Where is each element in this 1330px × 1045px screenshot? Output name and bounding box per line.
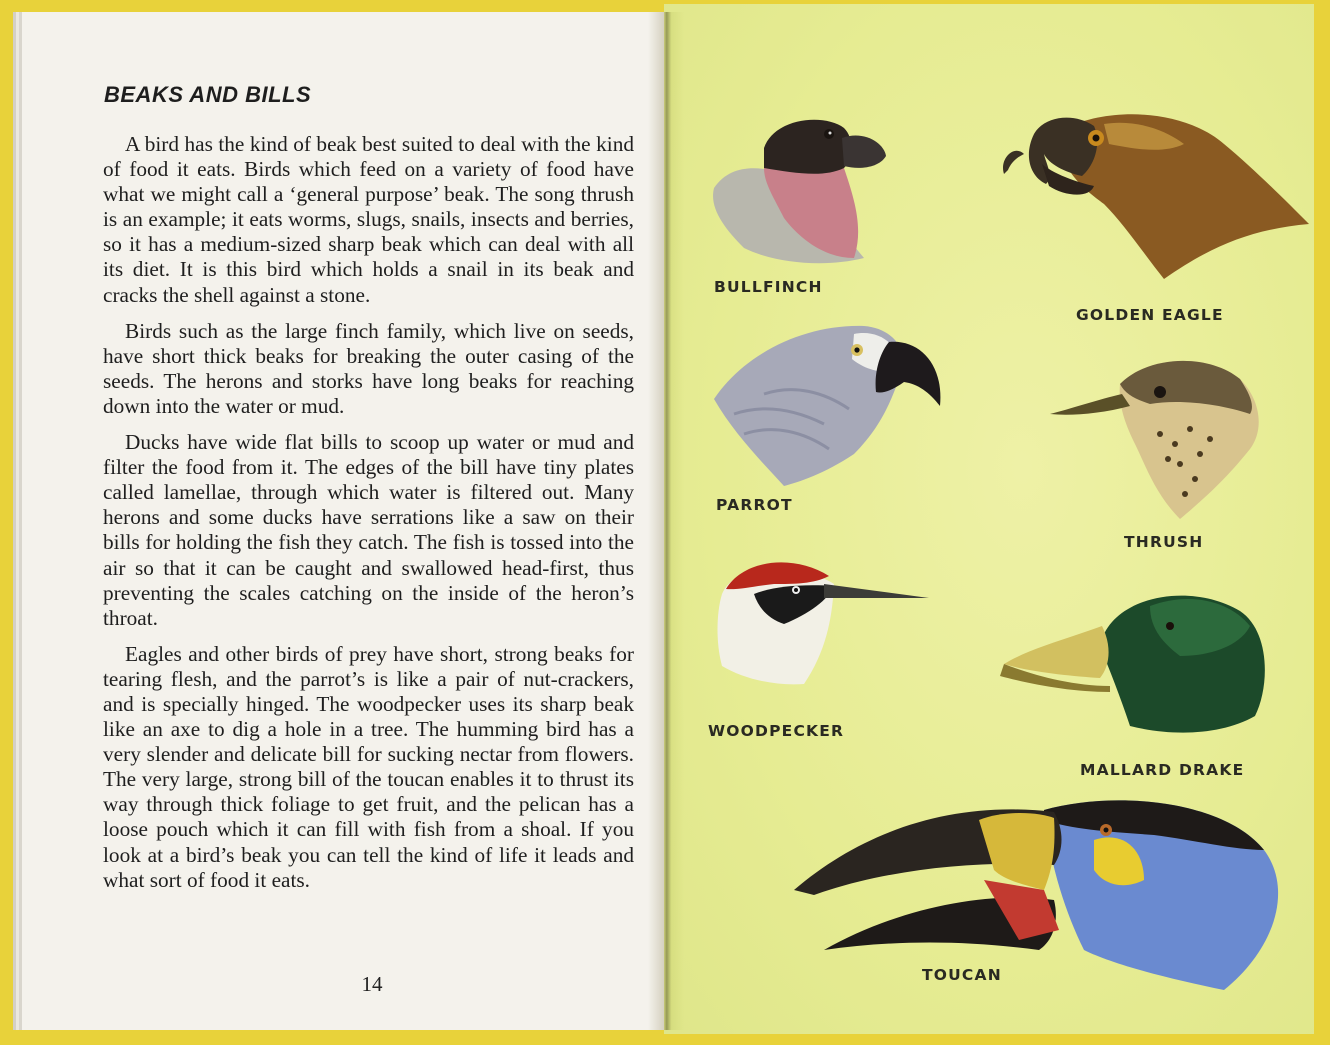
woodpecker-illustration [714,554,934,689]
bird-label-golden-eagle: GOLDEN EAGLE [1076,306,1224,324]
body-text [103,132,634,904]
bullfinch-illustration [704,108,894,268]
left-page [22,12,670,1030]
paragraph: Birds such as the large finch family, which live on seeds, have short thick beaks for breaking the outer casing of the seeds. The herons and storks have long beaks for reaching down into the water or mud. [103,318,634,418]
paragraph: Eagles and other birds of prey have short, strong beaks for tearing flesh, and the parrot’s is like a pair of nut-crackers, and is specially hinged. The woodpecker uses its sharp beak like an axe to dig a hole in a tree. The humming bird has a very slender and delicate bill for sucking nectar from flowers. The very large, strong bill of the toucan enables it to thrust its way through thick foliage to get fruit, and the pelican has a loose pouch which it can fill with fish from a shoal. If you look at a bird’s beak you can tell the kind of life it leads and what sort of food it eats. [103,641,634,892]
page-number: 14 [361,972,383,996]
thrush-illustration [1050,354,1270,524]
toucan-illustration [794,790,1294,1000]
right-page-illustration-plate [664,4,1314,1034]
page-heading: BEAKS AND BILLS [104,82,312,107]
bird-label-thrush: THRUSH [1124,533,1204,551]
bird-label-bullfinch: BULLFINCH [714,278,823,296]
paragraph: Ducks have wide flat bills to scoop up water or mud and filter the food from it. The edges of the bill have tiny plates called lamellae, through which water is filtered out. Many herons and some ducks have serrations like a saw on their bills for holding the fish they catch. The fish is tossed into the air so that it can be caught and swallowed head-first, thus preventing the scales catching on the inside of the heron’s throat. [103,430,634,630]
golden-eagle-illustration [994,104,1314,284]
bird-label-mallard-drake: MALLARD DRAKE [1080,761,1245,779]
book-spread [8,4,1314,1034]
paragraph: A bird has the kind of beak best suited to deal with the kind of food it eats. Birds which feed on a variety of food have what we might call a ‘general purpose’ beak. The song thrush is an example; it eats worms, slugs, snails, insects and berries, so it has a medium-sized sharp beak which can deal with all its diet. It is this bird which holds a snail in its beak and cracks the shell against a stone. [103,132,634,307]
bird-label-parrot: PARROT [716,496,793,514]
book-gutter [648,12,684,1030]
parrot-illustration [704,314,954,494]
mallard-drake-illustration [1000,586,1270,736]
bird-label-toucan: TOUCAN [922,966,1002,984]
bird-label-woodpecker: WOODPECKER [708,722,845,740]
